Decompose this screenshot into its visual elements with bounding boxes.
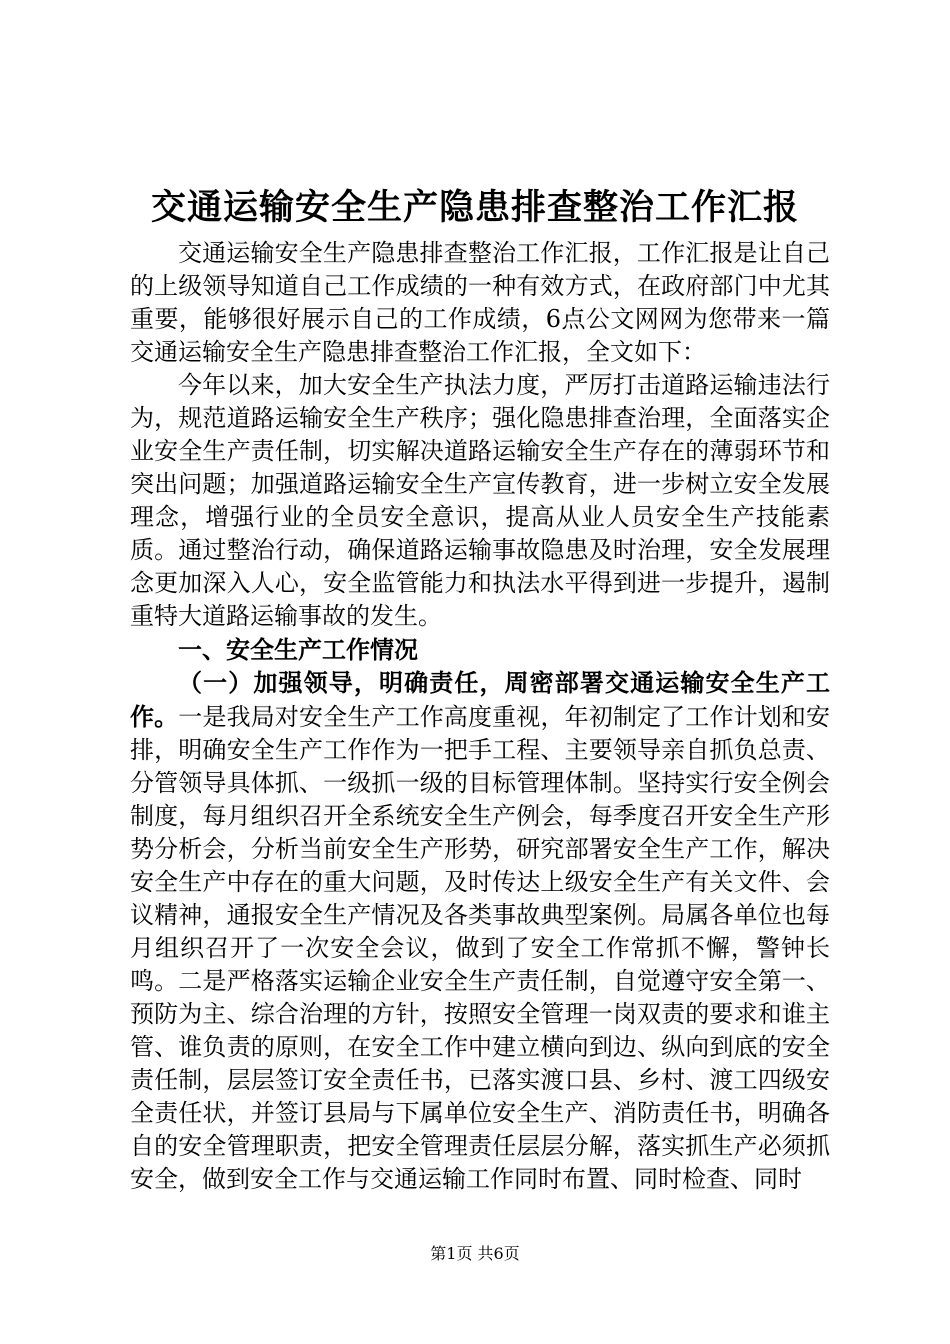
section-heading: 一、安全生产工作情况 <box>178 635 418 664</box>
subsection-heading: （一）加强领导，明确责任，周密部署交通运输安全生产工作。 <box>130 668 830 731</box>
overview-paragraph: 今年以来，加大安全生产执法力度，严厉打击道路运输违法行为，规范道路运输安全生产秩序；强化隐患排查治理，全面落实企业安全生产责任制，切实解决道路运输安全生产存在的薄弱环节和突出问题；加强道路运输安全生产宣传教育，进一步树立安全发展理念，增强行业的全员安全意识，提高从业人员安全生产技能素质。通过整治行动，确保道路运输事故隐患及时治理，安全发展理念更加深入人心，安全监管能力和执法水平得到进一步提升，遏制重特大道路运输事故的发生。 <box>130 371 830 630</box>
document-title: 交通运输安全生产隐患排查整治工作汇报 <box>150 187 799 228</box>
document-body <box>130 237 830 1196</box>
subsection-body: 一是我局对安全生产工作高度重视，年初制定了工作计划和安排，明确安全生产工作作为一把手工程、主要领导亲自抓负总责、分管领导具体抓、一级抓一级的目标管理体制。坚持实行安全例会制度，每月组织召开全系统安全生产例会，每季度召开安全生产形势分析会，分析当前安全生产形势，研究部署安全生产工作，解决安全生产中存在的重大问题，及时传达上级安全生产有关文件、会议精神，通报安全生产情况及各类事故典型案例。局属各单位也每月组织召开了一次安全会议，做到了安全工作常抓不懈，警钟长鸣。二是严格落实运输企业安全生产责任制，自觉遵守安全第一、预防为主、综合治理的方针，按照安全管理一岗双责的要求和谁主管、谁负责的原则，在安全工作中建立横向到边、纵向到底的安全责任制，层层签订安全责任书，已落实渡口县、乡村、渡工四级安全责任状，并签订县局与下属单位安全生产、消防责任书，明确各自的安全管理职责，把安全管理责任层层分解，落实抓生产必须抓安全，做到安全工作与交通运输工作同时布置、同时检查、同时 <box>130 703 831 1193</box>
intro-paragraph: 交通运输安全生产隐患排查整治工作汇报，工作汇报是让自己的上级领导知道自己工作成绩的一种有效方式，在政府部门中尤其重要，能够很好展示自己的工作成绩，6点公文网网为您带来一篇交通运输安全生产隐患排查整治工作汇报，全文如下： <box>130 239 830 366</box>
page-footer: 第1页 共6页 <box>430 1244 520 1263</box>
subsection-paragraph <box>130 666 830 1196</box>
